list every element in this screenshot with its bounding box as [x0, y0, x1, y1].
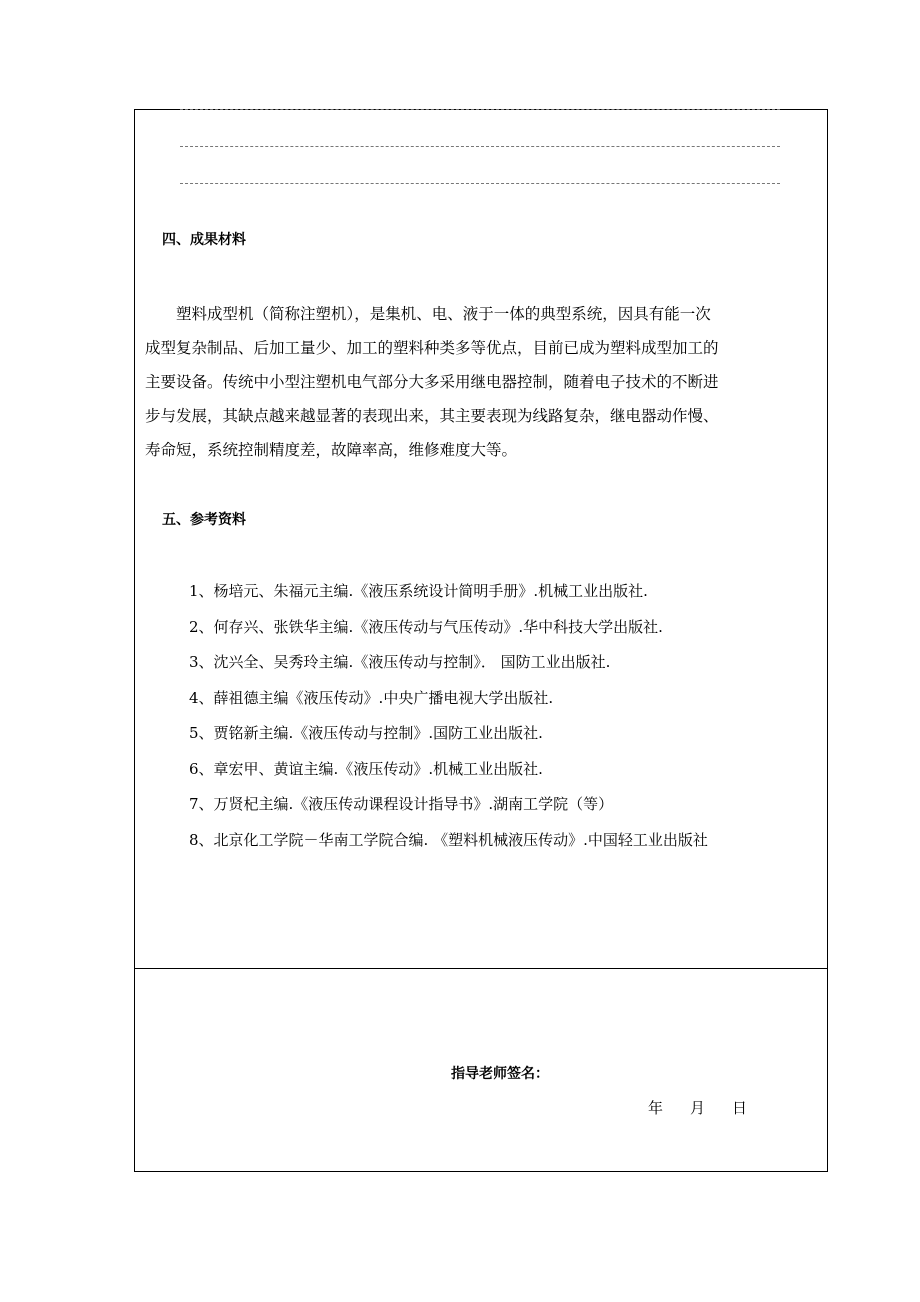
reference-item: 7、万贤杞主编.《液压传动课程设计指导书》.湖南工学院（等）: [189, 795, 614, 813]
reference-item: 3、沈兴全、吴秀玲主编.《液压传动与控制》． 国防工业出版社.: [189, 653, 611, 671]
reference-item: 8、北京化工学院－华南工学院合编. 《塑料机械液压传动》.中国轻工业出版社: [189, 830, 708, 849]
paragraph-line: 主要设备。传统中小型注塑机电气部分大多采用继电器控制，随着电子技术的不断进: [145, 373, 719, 391]
paragraph-line: 步与发展，其缺点越来越显著的表现出来，其主要表现为线路复杂，继电器动作慢、: [145, 407, 719, 425]
paragraph-line: 寿命短，系统控制精度差，故障率高，维修难度大等。: [145, 441, 518, 459]
reference-item: 4、薛祖德主编《液压传动》.中央广播电视大学出版社.: [189, 688, 554, 707]
reference-item: 2、何存兴、张铁华主编.《液压传动与气压传动》.华中科技大学出版社.: [189, 617, 663, 636]
day-label: 日: [732, 1099, 748, 1117]
dotted-writing-line: [180, 183, 780, 184]
reference-item: 5、贾铭新主编.《液压传动与控制》.国防工业出版社.: [189, 724, 543, 742]
reference-list: [145, 574, 827, 857]
signature-divider: [134, 968, 828, 969]
dotted-writing-line: [180, 109, 780, 110]
results-paragraph: [145, 297, 827, 467]
paragraph-line: 成型复杂制品、后加工量少、加工的塑料种类多等优点，目前已成为塑料成型加工的: [145, 339, 719, 357]
section-heading-references: 五、参考资料: [162, 512, 246, 528]
paragraph-line: 塑料成型机（简称注塑机），是集机、电、液于一体的典型系统，因具有能一次: [145, 305, 711, 323]
dotted-writing-line: [180, 146, 780, 147]
advisor-signature-label: 指导老师签名：: [451, 1066, 549, 1082]
reference-item: 1、杨培元、朱福元主编.《液压系统设计简明手册》.机械工业出版社.: [189, 582, 648, 600]
year-label: 年: [648, 1099, 664, 1117]
section-heading-results: 四、成果材料: [162, 232, 246, 248]
month-label: 月: [690, 1099, 706, 1117]
reference-item: 6、章宏甲、黄谊主编.《液压传动》.机械工业出版社.: [189, 759, 543, 778]
